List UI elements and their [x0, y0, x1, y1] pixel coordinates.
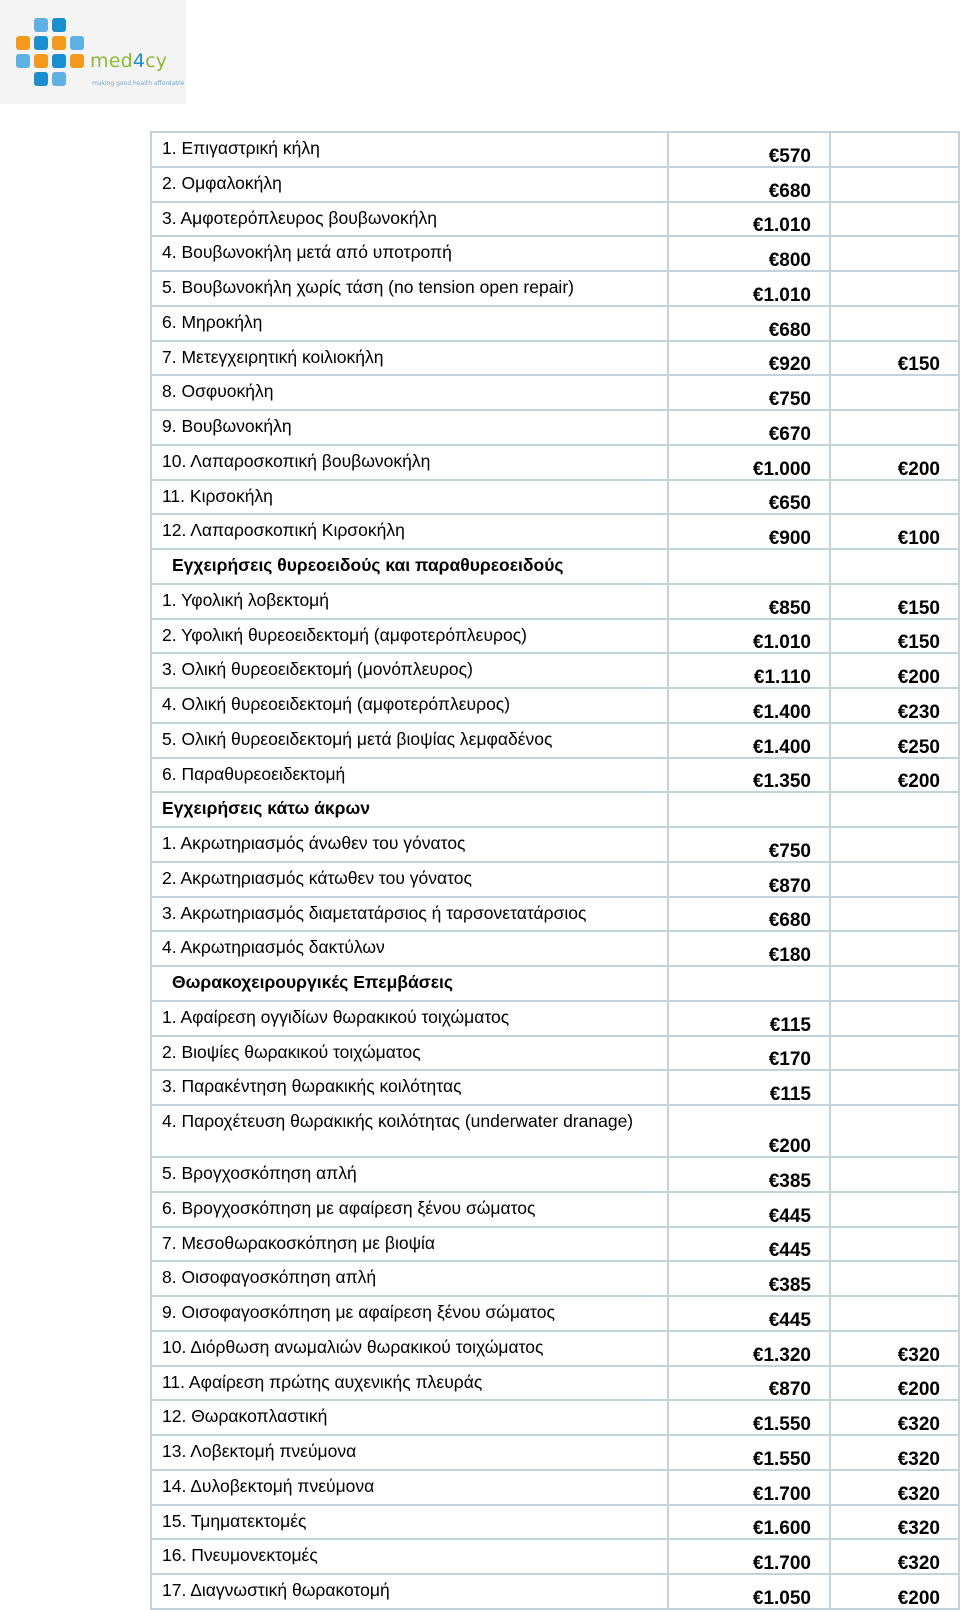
price-main: €680	[668, 167, 830, 202]
procedure-row	[151, 236, 959, 271]
procedure-row	[151, 1331, 959, 1366]
price-main: €115	[668, 1070, 830, 1105]
price-main: €1.350	[668, 758, 830, 793]
price-main: €750	[668, 375, 830, 410]
price-main: €180	[668, 931, 830, 966]
procedure-row	[151, 619, 959, 654]
price-extra	[830, 931, 959, 966]
price-main: €445	[668, 1296, 830, 1331]
price-extra	[830, 1227, 959, 1262]
procedure-name: 8. Οσφυοκήλη	[151, 375, 668, 410]
section-heading-row	[151, 792, 959, 827]
price-extra	[830, 862, 959, 897]
price-main: €1.400	[668, 688, 830, 723]
price-main: €200	[668, 1105, 830, 1157]
section-heading: Εγχειρήσεις θυρεοειδούς και παραθυρεοειδούς	[151, 549, 668, 584]
price-main	[668, 966, 830, 1001]
price-main: €1.010	[668, 619, 830, 654]
procedure-name: 9. Βουβωνοκήλη	[151, 410, 668, 445]
procedure-name: 3. Ακρωτηριασμός διαμετατάρσιος ή ταρσονετατάρσιος	[151, 897, 668, 932]
price-extra	[830, 132, 959, 167]
procedure-name: 5. Βρογχοσκόπηση απλή	[151, 1157, 668, 1192]
price-main: €1.700	[668, 1470, 830, 1505]
procedure-name: 10. Διόρθωση ανωμαλιών θωρακικού τοιχώματος	[151, 1331, 668, 1366]
price-extra: €200	[830, 758, 959, 793]
price-extra	[830, 1261, 959, 1296]
procedure-row	[151, 897, 959, 932]
procedure-row	[151, 1157, 959, 1192]
price-main	[668, 549, 830, 584]
price-main: €1.010	[668, 271, 830, 306]
procedure-row	[151, 758, 959, 793]
procedure-name: 3. Αμφοτερόπλευρος βουβωνοκήλη	[151, 202, 668, 237]
price-extra: €320	[830, 1470, 959, 1505]
procedure-name: 1. Επιγαστρική κήλη	[151, 132, 668, 167]
procedure-row	[151, 688, 959, 723]
price-extra	[830, 1296, 959, 1331]
procedure-name: 12. Λαπαροσκοπική Κιρσοκήλη	[151, 514, 668, 549]
price-extra	[830, 1157, 959, 1192]
section-heading-row	[151, 966, 959, 1001]
procedure-name: 7. Μεσοθωρακοσκόπηση με βιοψία	[151, 1227, 668, 1262]
price-extra	[830, 271, 959, 306]
procedure-row	[151, 1574, 959, 1609]
price-extra	[830, 792, 959, 827]
procedure-name: 17. Διαγνωστική θωρακοτομή	[151, 1574, 668, 1609]
price-main: €680	[668, 897, 830, 932]
price-extra	[830, 375, 959, 410]
procedure-name: 5. Ολική θυρεοειδεκτομή μετά βιοψίας λεμφαδένος	[151, 723, 668, 758]
procedure-row	[151, 1036, 959, 1071]
price-extra	[830, 202, 959, 237]
procedure-row	[151, 306, 959, 341]
price-extra	[830, 549, 959, 584]
price-extra: €320	[830, 1435, 959, 1470]
price-main: €445	[668, 1227, 830, 1262]
procedure-row	[151, 132, 959, 167]
procedure-name: 10. Λαπαροσκοπική βουβωνοκήλη	[151, 445, 668, 480]
procedure-name: 11. Αφαίρεση πρώτης αυχενικής πλευράς	[151, 1366, 668, 1401]
procedure-row	[151, 827, 959, 862]
price-main: €385	[668, 1261, 830, 1296]
price-extra	[830, 897, 959, 932]
med4cy-logo	[0, 0, 186, 104]
price-extra	[830, 167, 959, 202]
procedure-row	[151, 480, 959, 515]
section-heading: Εγχειρήσεις κάτω άκρων	[151, 792, 668, 827]
price-extra: €320	[830, 1505, 959, 1540]
section-heading-row	[151, 549, 959, 584]
procedure-row	[151, 1400, 959, 1435]
procedure-name: 14. Δυλοβεκτομή πνεύμονα	[151, 1470, 668, 1505]
procedure-name: 2. Υφολική θυρεοειδεκτομή (αμφοτερόπλευρος)	[151, 619, 668, 654]
procedure-row	[151, 1539, 959, 1574]
procedure-name: 2. Ομφαλοκήλη	[151, 167, 668, 202]
price-main: €650	[668, 480, 830, 515]
price-main: €115	[668, 1001, 830, 1036]
price-extra	[830, 827, 959, 862]
price-main: €1.600	[668, 1505, 830, 1540]
price-main: €870	[668, 1366, 830, 1401]
procedure-row	[151, 1435, 959, 1470]
price-main: €1.320	[668, 1331, 830, 1366]
price-extra: €100	[830, 514, 959, 549]
price-extra: €150	[830, 341, 959, 376]
procedure-row	[151, 723, 959, 758]
price-table	[150, 131, 960, 1610]
price-extra: €320	[830, 1539, 959, 1574]
procedure-row	[151, 1105, 959, 1157]
procedure-name: 4. Ολική θυρεοειδεκτομή (αμφοτερόπλευρος)	[151, 688, 668, 723]
procedure-name: 1. Αφαίρεση ογγιδίων θωρακικού τοιχώματος	[151, 1001, 668, 1036]
price-main: €170	[668, 1036, 830, 1071]
procedure-name: 4. Βουβωνοκήλη μετά από υποτροπή	[151, 236, 668, 271]
procedure-row	[151, 341, 959, 376]
procedure-name: 12. Θωρακοπλαστική	[151, 1400, 668, 1435]
price-main: €1.010	[668, 202, 830, 237]
procedure-name: 7. Μετεγχειρητική κοιλιοκήλη	[151, 341, 668, 376]
price-main: €1.550	[668, 1400, 830, 1435]
price-main: €850	[668, 584, 830, 619]
price-extra	[830, 236, 959, 271]
cross-mosaic-icon	[14, 16, 90, 92]
price-main: €680	[668, 306, 830, 341]
procedure-row	[151, 410, 959, 445]
price-main: €1.050	[668, 1574, 830, 1609]
procedure-row	[151, 931, 959, 966]
price-extra: €230	[830, 688, 959, 723]
price-table-body	[151, 132, 959, 1609]
procedure-name: 2. Ακρωτηριασμός κάτωθεν του γόνατος	[151, 862, 668, 897]
price-extra	[830, 410, 959, 445]
procedure-row	[151, 1261, 959, 1296]
procedure-row	[151, 271, 959, 306]
price-main: €920	[668, 341, 830, 376]
procedure-name: 8. Οισοφαγοσκόπηση απλή	[151, 1261, 668, 1296]
procedure-row	[151, 653, 959, 688]
price-extra	[830, 1070, 959, 1105]
logo-wordmark: med4cy	[90, 50, 168, 72]
price-main: €1.550	[668, 1435, 830, 1470]
price-main: €570	[668, 132, 830, 167]
procedure-name: 6. Παραθυρεοειδεκτομή	[151, 758, 668, 793]
price-extra: €200	[830, 445, 959, 480]
procedure-name: 4. Παροχέτευση θωρακικής κοιλότητας (underwater dranage)	[151, 1105, 668, 1157]
price-extra: €320	[830, 1400, 959, 1435]
procedure-name: 9. Οισοφαγοσκόπηση με αφαίρεση ξένου σώματος	[151, 1296, 668, 1331]
procedure-row	[151, 584, 959, 619]
price-extra	[830, 1192, 959, 1227]
price-main: €750	[668, 827, 830, 862]
procedure-name: 15. Τμηματεκτομές	[151, 1505, 668, 1540]
procedure-name: 6. Μηροκήλη	[151, 306, 668, 341]
procedure-name: 4. Ακρωτηριασμός δακτύλων	[151, 931, 668, 966]
price-extra: €200	[830, 653, 959, 688]
procedure-row	[151, 1505, 959, 1540]
procedure-name: 1. Υφολική λοβεκτομή	[151, 584, 668, 619]
procedure-row	[151, 1227, 959, 1262]
price-main: €1.400	[668, 723, 830, 758]
procedure-name: 3. Ολική θυρεοειδεκτομή (μονόπλευρος)	[151, 653, 668, 688]
price-extra	[830, 966, 959, 1001]
price-main: €385	[668, 1157, 830, 1192]
procedure-row	[151, 1001, 959, 1036]
logo-tagline: making good health affordable	[92, 80, 185, 87]
price-main	[668, 792, 830, 827]
procedure-name: 13. Λοβεκτομή πνεύμονα	[151, 1435, 668, 1470]
procedure-row	[151, 514, 959, 549]
procedure-row	[151, 167, 959, 202]
price-main: €900	[668, 514, 830, 549]
procedure-name: 1. Ακρωτηριασμός άνωθεν του γόνατος	[151, 827, 668, 862]
procedure-row	[151, 445, 959, 480]
procedure-row	[151, 202, 959, 237]
price-main: €870	[668, 862, 830, 897]
price-extra	[830, 1036, 959, 1071]
section-heading: Θωρακοχειρουργικές Επεμβάσεις	[151, 966, 668, 1001]
price-main: €1.000	[668, 445, 830, 480]
procedure-name: 6. Βρογχοσκόπηση με αφαίρεση ξένου σώματος	[151, 1192, 668, 1227]
price-main: €1.110	[668, 653, 830, 688]
procedure-name: 5. Βουβωνοκήλη χωρίς τάση (no tension open repair)	[151, 271, 668, 306]
price-extra	[830, 480, 959, 515]
price-main: €445	[668, 1192, 830, 1227]
price-main: €1.700	[668, 1539, 830, 1574]
price-extra: €200	[830, 1574, 959, 1609]
procedure-name: 11. Κιρσοκήλη	[151, 480, 668, 515]
procedure-row	[151, 1366, 959, 1401]
price-extra: €150	[830, 619, 959, 654]
procedure-row	[151, 1070, 959, 1105]
price-extra: €150	[830, 584, 959, 619]
procedure-row	[151, 1192, 959, 1227]
price-extra	[830, 1105, 959, 1157]
price-extra: €320	[830, 1331, 959, 1366]
procedure-row	[151, 1296, 959, 1331]
procedure-name: 16. Πνευμονεκτομές	[151, 1539, 668, 1574]
price-extra	[830, 1001, 959, 1036]
procedure-name: 3. Παρακέντηση θωρακικής κοιλότητας	[151, 1070, 668, 1105]
price-extra: €200	[830, 1366, 959, 1401]
price-main: €670	[668, 410, 830, 445]
price-extra	[830, 306, 959, 341]
price-extra: €250	[830, 723, 959, 758]
procedure-row	[151, 862, 959, 897]
price-main: €800	[668, 236, 830, 271]
procedure-row	[151, 1470, 959, 1505]
procedure-row	[151, 375, 959, 410]
procedure-name: 2. Βιοψίες θωρακικού τοιχώματος	[151, 1036, 668, 1071]
